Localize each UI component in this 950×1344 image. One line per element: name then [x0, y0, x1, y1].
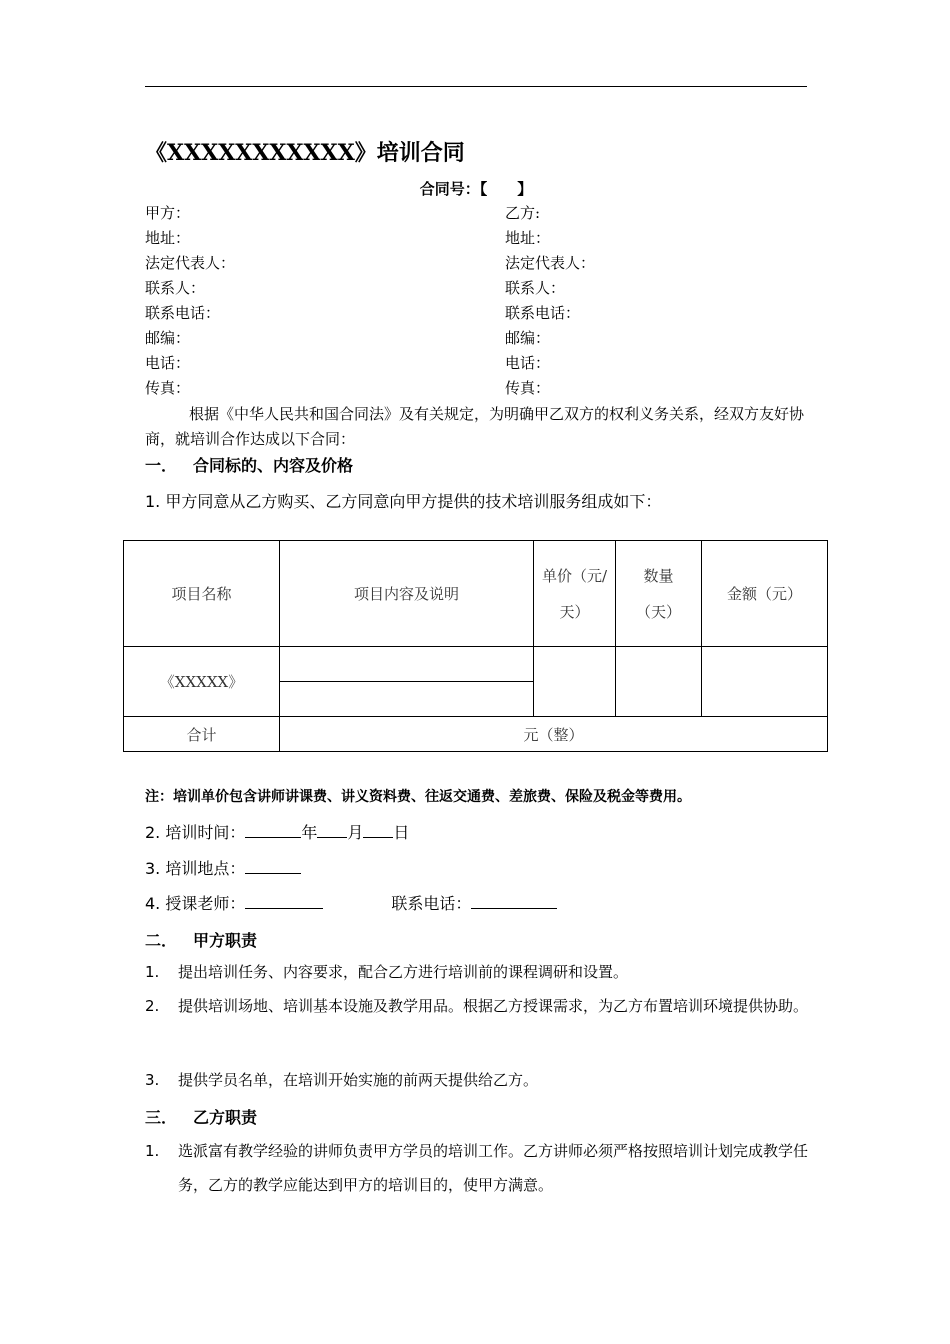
table-total-row — [124, 717, 828, 752]
clause-2-label: 2. 培训时间： — [145, 823, 246, 842]
total-value-cell: 元（整） — [280, 717, 828, 752]
list-item-text: 选派富有教学经验的讲师负责甲方学员的培训工作。乙方讲师必须严格按照培训计划完成教学任务，乙方的教学应能达到甲方的培训目的，使甲方满意。 — [178, 1142, 809, 1194]
list-item — [145, 955, 835, 989]
clause-2-training-time — [145, 820, 409, 843]
section-1-heading — [145, 453, 353, 476]
party-b-postcode: 邮编： — [505, 329, 551, 347]
party-a-info — [145, 204, 235, 404]
list-item-number: 1. — [145, 963, 160, 981]
section-1-number: 一． — [145, 456, 178, 475]
document-title: 《XXXXXXXXXXX》培训合同 — [145, 140, 465, 166]
list-item — [145, 1063, 835, 1097]
party-b-contact-phone: 联系电话： — [505, 304, 581, 322]
party-a-phone: 电话： — [145, 354, 191, 372]
content-cell — [280, 682, 534, 717]
section-2-title: 甲方职责 — [193, 931, 258, 950]
table-header-row — [124, 541, 828, 647]
party-b-legal-rep: 法定代表人： — [505, 254, 596, 272]
clause-4-label: 4. 授课老师： — [145, 894, 246, 913]
party-b-address: 地址： — [505, 229, 551, 247]
amount-cell — [702, 647, 828, 717]
items-table — [123, 540, 828, 752]
party-a-contact-phone: 联系电话： — [145, 304, 221, 322]
year-blank[interactable] — [245, 823, 301, 838]
header-quantity: 数量（天） — [616, 541, 702, 647]
unit-price-cell — [534, 647, 616, 717]
section-2-heading — [145, 928, 257, 951]
party-a-legal-rep: 法定代表人： — [145, 254, 236, 272]
clause-3-training-location — [145, 856, 301, 879]
month-label: 月 — [347, 823, 364, 842]
instructor-phone-blank[interactable] — [471, 894, 557, 909]
party-a-name: 甲方： — [145, 204, 191, 222]
party-b-phone: 电话： — [505, 354, 551, 372]
list-item-number: 2. — [145, 997, 160, 1015]
section-2-number: 二． — [145, 931, 178, 950]
section-3-heading — [145, 1105, 257, 1128]
clause-3-label: 3. 培训地点： — [145, 859, 246, 878]
day-blank[interactable] — [363, 823, 393, 838]
section-3-title: 乙方职责 — [193, 1108, 258, 1127]
location-blank[interactable] — [245, 859, 301, 874]
content-cell — [280, 647, 534, 682]
instructor-phone-label: 联系电话： — [391, 894, 472, 913]
party-b-fax: 传真： — [505, 379, 551, 397]
quantity-cell — [616, 647, 702, 717]
party-b-name: 乙方: — [505, 204, 541, 222]
month-blank[interactable] — [317, 823, 347, 838]
list-item — [145, 1134, 820, 1202]
clause-4-instructor — [145, 891, 557, 914]
list-item — [145, 989, 835, 1023]
party-a-postcode: 邮编： — [145, 329, 191, 347]
table-row — [124, 647, 828, 682]
intro-paragraph: 根据《中华人民共和国合同法》及有关规定，为明确甲乙双方的权利义务关系，经双方友好协商，就培训合作达成以下合同： — [145, 405, 805, 448]
clause-1: 1. 甲方同意从乙方购买、乙方同意向甲方提供的技术培训服务组成如下： — [145, 492, 662, 511]
list-item-number: 1. — [145, 1142, 160, 1160]
list-item-number: 3. — [145, 1071, 160, 1089]
list-item-text: 提出培训任务、内容要求，配合乙方进行培训前的课程调研和设置。 — [178, 963, 629, 981]
header-rule — [145, 86, 807, 87]
party-a-fax: 传真： — [145, 379, 191, 397]
list-item-text: 提供培训场地、培训基本设施及教学用品。根据乙方授课需求，为乙方布置培训环境提供协助。 — [178, 997, 809, 1015]
project-name-cell: 《XXXXX》 — [124, 647, 280, 717]
header-project-content: 项目内容及说明 — [280, 541, 534, 647]
party-b-info — [505, 204, 595, 404]
contract-number: 合同号：【 】 — [419, 180, 533, 198]
price-note: 注：培训单价包含讲师讲课费、讲义资料费、往返交通费、差旅费、保险及税金等费用。 — [145, 789, 691, 805]
year-label: 年 — [301, 823, 318, 842]
section-1-title: 合同标的、内容及价格 — [193, 456, 354, 475]
party-b-contact: 联系人： — [505, 279, 566, 297]
header-amount: 金额（元） — [702, 541, 828, 647]
header-unit-price: 单价（元/天） — [534, 541, 616, 647]
total-label-cell: 合计 — [124, 717, 280, 752]
section-3-number: 三． — [145, 1108, 178, 1127]
party-a-contact: 联系人： — [145, 279, 206, 297]
header-project-name: 项目名称 — [124, 541, 280, 647]
day-label: 日 — [393, 823, 410, 842]
list-item-text: 提供学员名单，在培训开始实施的前两天提供给乙方。 — [178, 1071, 539, 1089]
instructor-blank[interactable] — [245, 894, 323, 909]
party-a-address: 地址： — [145, 229, 191, 247]
